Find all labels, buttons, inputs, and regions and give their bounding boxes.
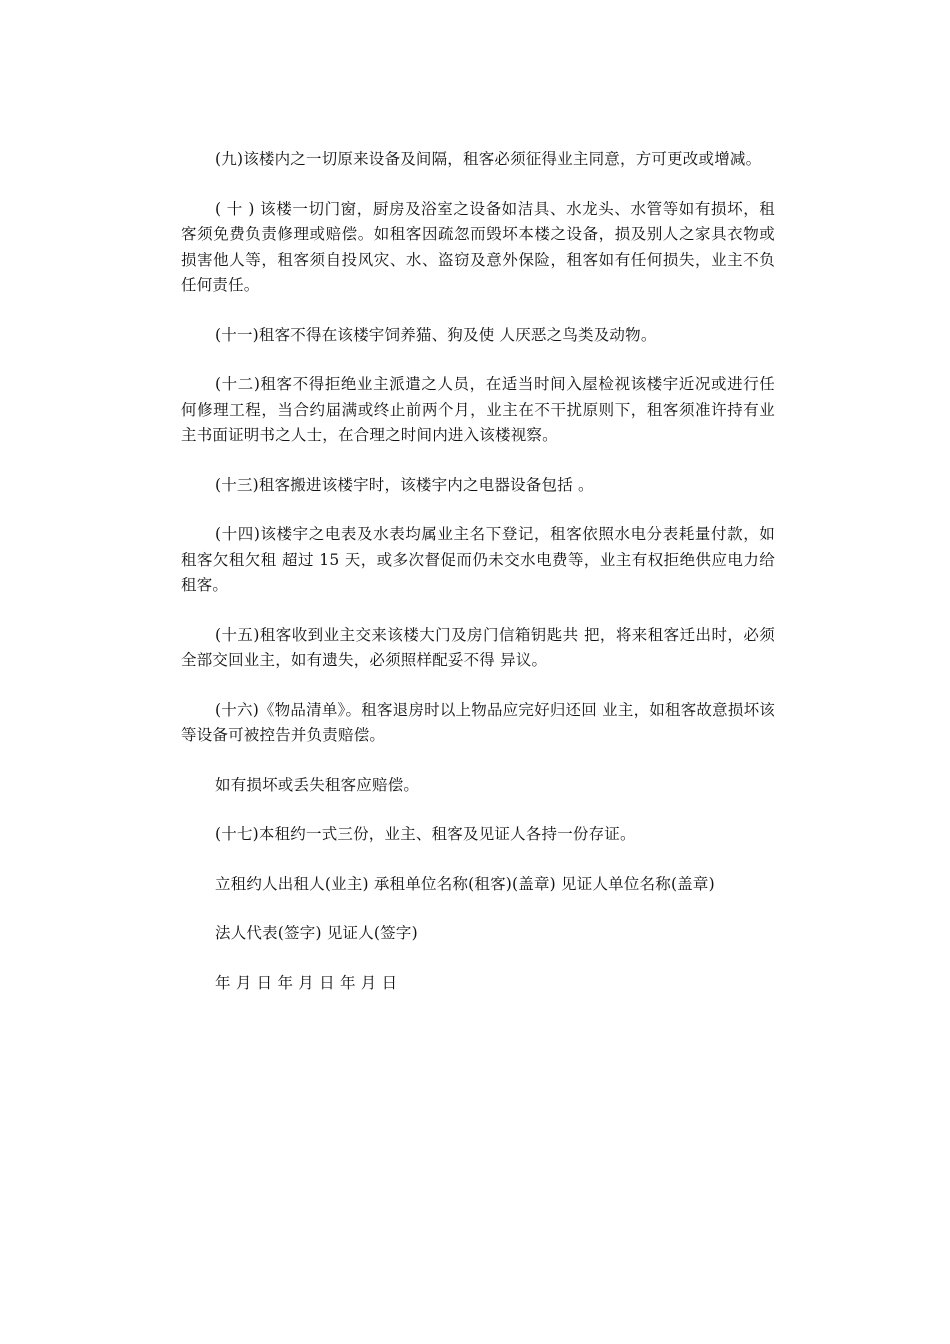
clause-15: (十五)租客收到业主交来该楼大门及房门信箱钥匙共 把，将来租客迁出时，必须全部交回业主，如有遗失，必须照样配妥不得 异议。 — [181, 625, 775, 669]
clause-13: (十三)租客搬进该楼宇时，该楼宇内之电器设备包括 。 — [215, 475, 594, 494]
document-page — [181, 147, 775, 1020]
clause-12: (十二)租客不得拒绝业主派遣之人员，在适当时间入屋检视该楼宇近况或进行任何修理工程，当合约届满或终止前两个月，业主在不干扰原则下，租客须准许持有业主书面证明书之人士，在合理之时间内进入该楼视察。 — [181, 375, 775, 444]
clause-11: (十一)租客不得在该楼宇饲养猫、狗及使 人厌恶之鸟类及动物。 — [215, 325, 657, 344]
signature-representatives-line: 法人代表(签字) 见证人(签字) — [215, 924, 418, 942]
clause-16: (十六)《物品清单》。租客退房时以上物品应完好归还回 业主，如租客故意损坏该等设备可被控告并负责赔偿。 — [181, 700, 775, 744]
clause-14: (十四)该楼宇之电表及水表均属业主名下登记，租客依照水电分表耗量付款，如租客欠租欠租 超过 15 天，或多次督促而仍未交水电费等，业主有权拒绝供应电力给租客。 — [181, 525, 775, 594]
clause-9: (九)该楼内之一切原来设备及间隔，租客必须征得业主同意，方可更改或增减。 — [215, 150, 762, 168]
damage-note: 如有损坏或丢失租客应赔偿。 — [215, 775, 420, 794]
signature-dates-line: 年 月 日 年 月 日 年 月 日 — [215, 973, 398, 992]
clause-17: (十七)本租约一式三份，业主、租客及见证人各持一份存证。 — [215, 825, 636, 843]
signature-parties-line: 立租约人出租人(业主) 承租单位名称(租客)(盖章) 见证人单位名称(盖章) — [215, 874, 715, 893]
clause-10: ( 十 ) 该楼一切门窗，厨房及浴室之设备如洁具、水龙头、水管等如有损坏，租客须免费负责修理或赔偿。如租客因疏忽而毁坏本楼之设备，损及别人之家具衣物或损害他人等，租客须自投风灾、水、盗窃及意外保险，租客如有任何损失，业主不负任何责任。 — [181, 199, 775, 294]
